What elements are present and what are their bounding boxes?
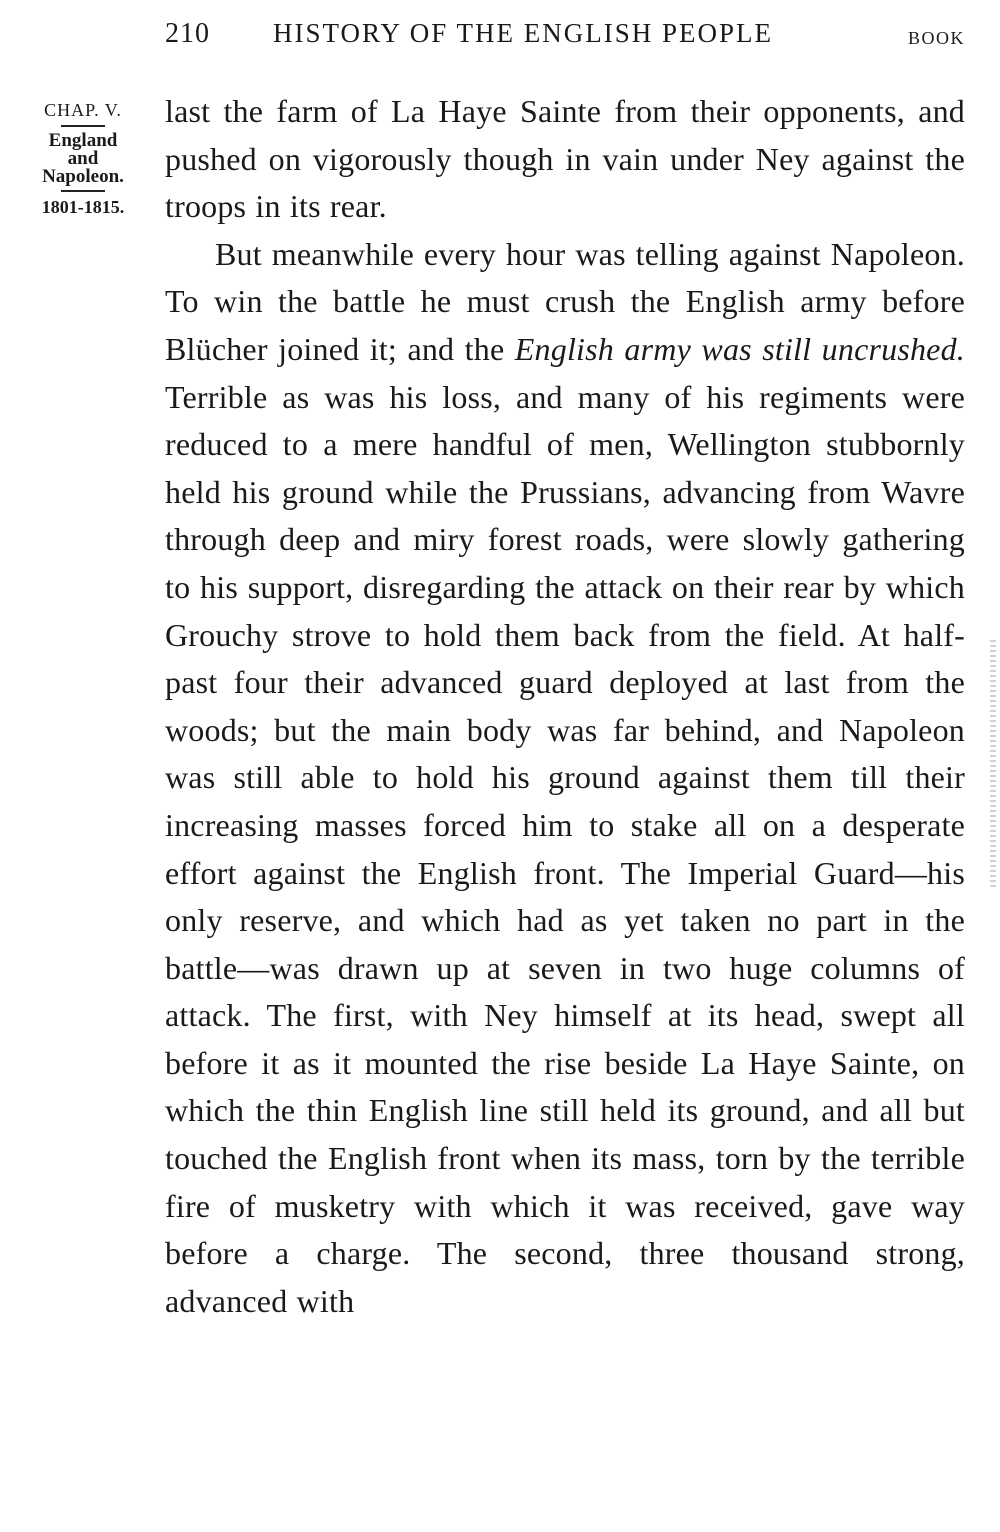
sidenote-divider: [61, 190, 105, 192]
chapter-label: CHAP. V.: [44, 100, 122, 120]
sidenote-divider: [61, 125, 105, 127]
paragraph-2-part-2: Terrible as was his loss, and many of his regiments were reduced to a mere handful of men, Wellington stubbornly held his ground while the Prussians, advancing from Wavre through deep and miry forest roads, were slowly gathering to his support, disregarding the attack on their rear by which Grouchy strove to hold them back from the field. At half-past four their advanced guard deployed at last from the woods; but the main body was far behind, and Napoleon was still able to hold his ground against them till their increasing masses forced him to stake all on a desperate effort against the English front. The Imperial Guard—his only reserve, and which had as yet taken no part in the battle—was drawn up at seven in two huge columns of attack. The first, with Ney himself at its head, swept all before it as it mounted the rise beside La Haye Sainte, on which the thin English line still held its ground, and all but touched the English front when its mass, torn by the terrible fire of musketry with which it was received, gave way before a charge. The second, three thousand strong, advanced with: [165, 378, 965, 1319]
show-through-speckle: [990, 640, 996, 890]
paragraph-2-italic: English army was still uncrushed.: [514, 330, 965, 367]
margin-notes: [22, 98, 144, 219]
paragraph-2-part-1: But meanwhile every hour was telling against Napoleon. To win the battle he must crush the English army before Blücher joined it; and the: [165, 235, 965, 367]
body-text: [165, 88, 965, 1325]
topic-note: [22, 130, 144, 187]
running-title: HISTORY OF THE ENGLISH PEOPLE: [273, 18, 774, 48]
book-label: BOOK: [907, 28, 965, 48]
topic-line-3: Napoleon.: [42, 166, 124, 187]
topic-line-1: England: [48, 130, 118, 151]
page-number: 210: [165, 18, 210, 49]
paragraph-1: last the farm of La Haye Sainte from their opponents, and pushed on vigorously though in vain under Ney against the troops in its rear.: [165, 93, 965, 225]
running-header: [165, 18, 965, 58]
paragraph-2: [165, 231, 965, 1326]
date-range: 1801-1815.: [41, 197, 125, 217]
topic-line-2: and: [67, 148, 99, 169]
